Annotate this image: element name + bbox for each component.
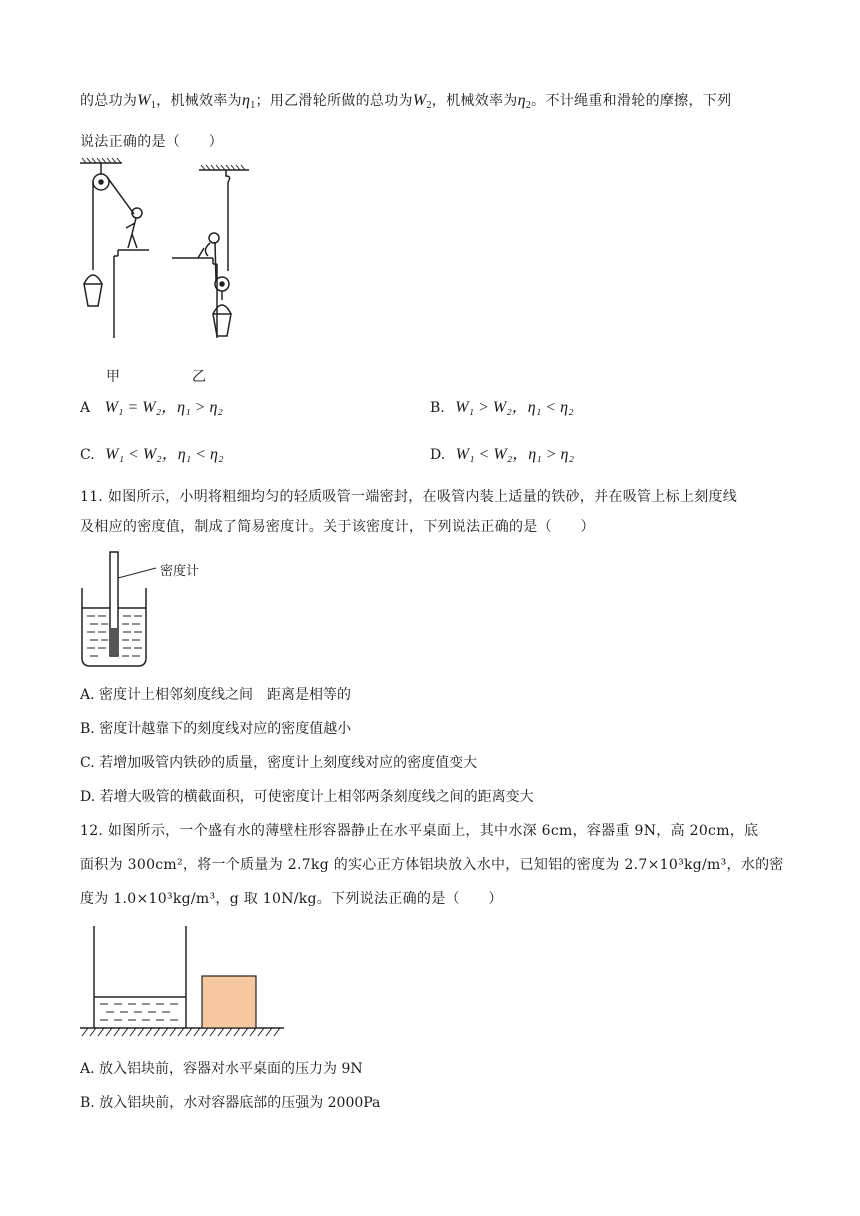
q10-text-a: 的总功为 bbox=[80, 93, 138, 109]
q10-stem-line2: 说法正确的是（ ） bbox=[80, 134, 223, 150]
q12-stem-line2: 面积为 300cm²，将一个质量为 2.7kg 的实心正方体铝块放入水中，已知铝的密度为 2.7×10³kg/m³，水的密 bbox=[80, 857, 784, 873]
density-meter-label: 密度计 bbox=[160, 564, 200, 579]
q10-text-c: ；用乙滑轮所做的总功为 bbox=[255, 93, 413, 109]
option-letter: D. bbox=[430, 447, 446, 463]
q10-text-d: ，机械效率为 bbox=[431, 93, 518, 109]
q10-option-c[interactable] bbox=[80, 441, 224, 464]
q10-text-e: 。不计绳重和滑轮的摩擦，下列 bbox=[531, 93, 732, 109]
option-letter: A bbox=[80, 400, 91, 416]
eta1-symbol: $\eta_1$ bbox=[241, 92, 256, 111]
q11-option-b[interactable]: B. 密度计越靠下的刻度线对应的密度值越小 bbox=[80, 721, 352, 737]
option-formula: W₁ = W₂，η₁ > η₂ bbox=[104, 399, 223, 416]
q11-stem-line2: 及相应的密度值，制成了简易密度计。关于该密度计，下列说法正确的是（ ） bbox=[80, 519, 595, 535]
q10-option-b[interactable] bbox=[430, 394, 574, 417]
option-letter: B. bbox=[430, 400, 445, 416]
q10-stem-line1 bbox=[80, 90, 731, 111]
option-formula: W₁ < W₂，η₁ < η₂ bbox=[105, 446, 224, 463]
pulley-figure bbox=[74, 158, 274, 388]
q10-option-a[interactable] bbox=[80, 394, 223, 417]
option-letter: C. bbox=[80, 447, 95, 463]
q11-option-c[interactable]: C. 若增加吸管内铁砂的质量，密度计上刻度线对应的密度值变大 bbox=[80, 755, 478, 771]
q11-stem-line1: 11. 如图所示，小明将粗细均匀的轻质吸管一端密封，在吸管内装上适量的铁砂，并在吸管上标上刻度线 bbox=[80, 489, 738, 505]
option-formula: W₁ > W₂，η₁ < η₂ bbox=[455, 399, 574, 416]
w1-symbol: $W_1$ bbox=[137, 92, 157, 111]
figure-label-jia: 甲 bbox=[106, 369, 120, 385]
w2-symbol: $W_2$ bbox=[412, 92, 432, 111]
figure-label-yi: 乙 bbox=[192, 369, 206, 385]
q12-stem-line1: 12. 如图所示，一个盛有水的薄壁柱形容器静止在水平桌面上，其中水深 6cm，容器重 9N，高 20cm，底 bbox=[80, 823, 759, 839]
aluminum-block bbox=[202, 976, 256, 1028]
q12-stem-line3: 度为 1.0×10³kg/m³，g 取 10N/kg。下列说法正确的是（ ） bbox=[80, 891, 503, 907]
eta2-symbol: $\eta_2$ bbox=[517, 92, 532, 111]
q12-option-a[interactable]: A. 放入铝块前，容器对水平桌面的压力为 9N bbox=[80, 1061, 363, 1077]
q11-option-a[interactable]: A. 密度计上相邻刻度线之间 距离是相等的 bbox=[80, 687, 352, 703]
container-block-figure bbox=[78, 924, 288, 1044]
q10-option-d[interactable] bbox=[430, 441, 574, 464]
q10-text-b: ，机械效率为 bbox=[156, 93, 242, 109]
q12-option-b[interactable]: B. 放入铝块前，水对容器底部的压强为 2000Pa bbox=[80, 1095, 381, 1111]
q11-option-d[interactable]: D. 若增大吸管的横截面积，可使密度计上相邻两条刻度线之间的距离变大 bbox=[80, 789, 534, 805]
option-formula: W₁ < W₂，η₁ > η₂ bbox=[455, 446, 575, 463]
